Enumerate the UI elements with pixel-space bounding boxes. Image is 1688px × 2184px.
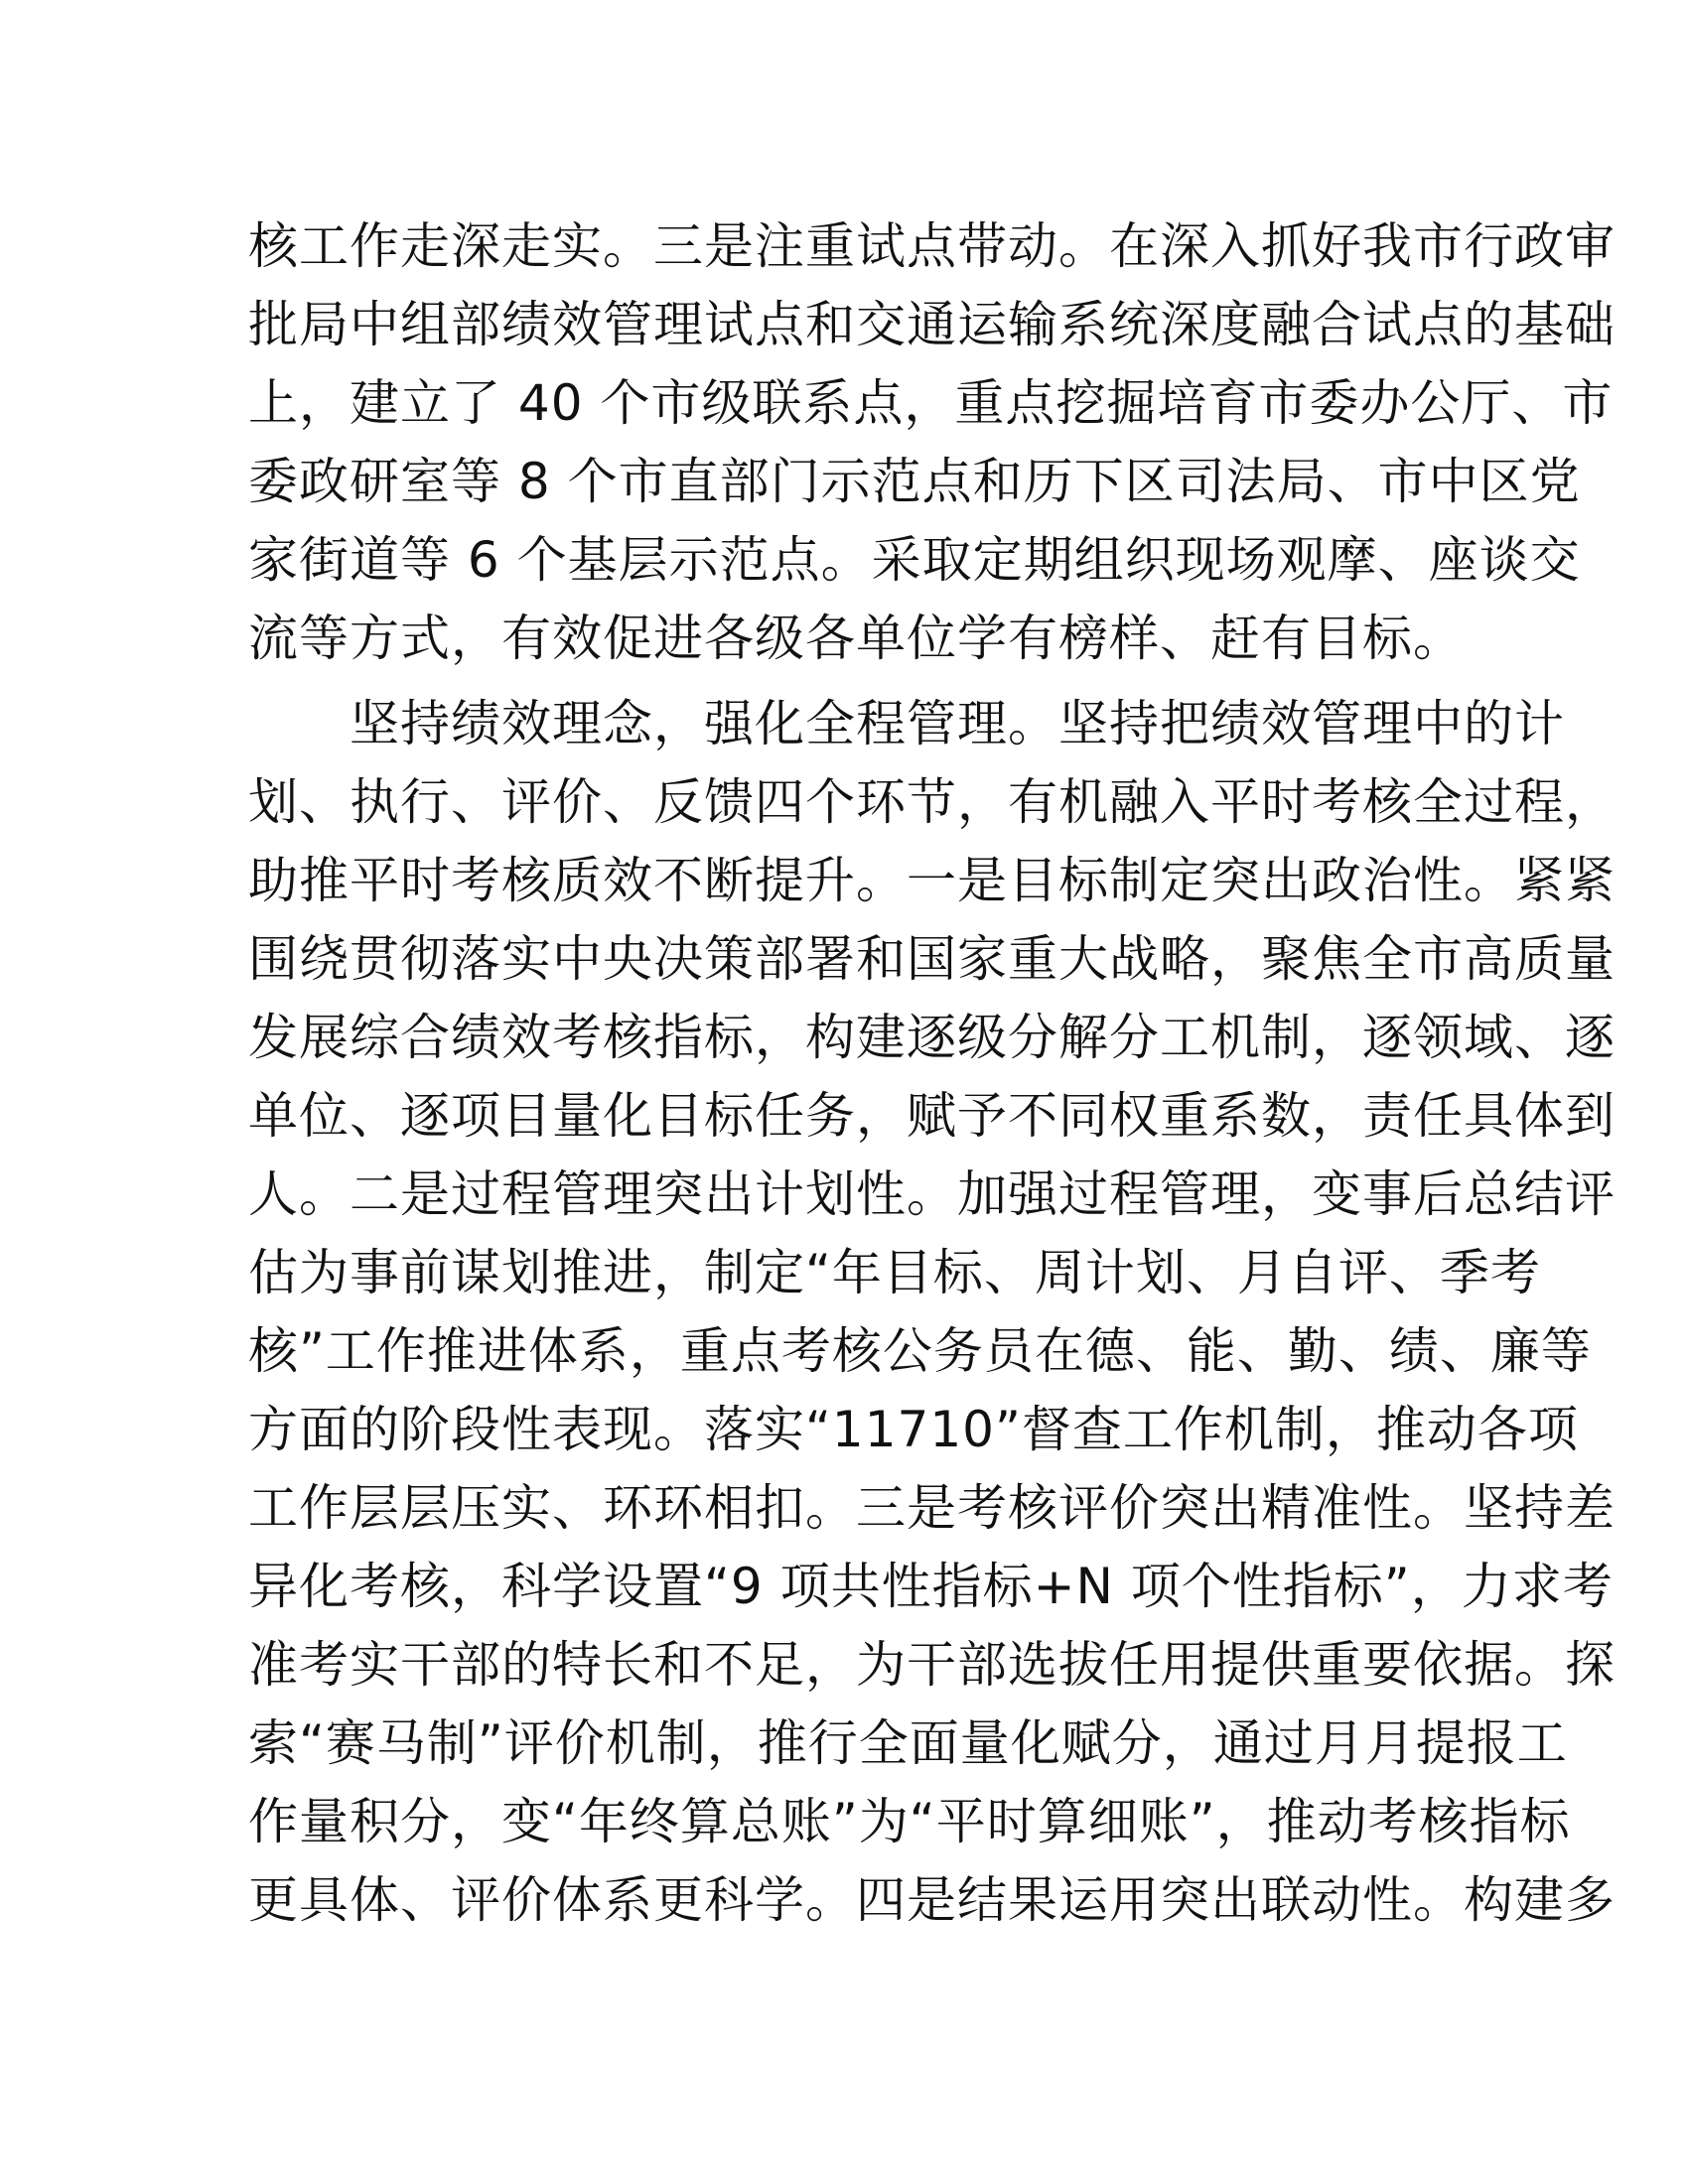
text-line: 围绕贯彻落实中央决策部署和国家重大战略，聚焦全市高质量	[248, 930, 1616, 988]
text-line: 方面的阶段性表现。落实“11710”督查工作机制，推动各项	[248, 1401, 1579, 1458]
text-line: 工作层层压实、环环相扣。三是考核评价突出精准性。坚持差	[248, 1479, 1616, 1537]
text-line: 家街道等 6 个基层示范点。采取定期组织现场观摩、座谈交	[248, 531, 1581, 589]
text-line: 更具体、评价体系更科学。四是结果运用突出联动性。构建多	[248, 1871, 1616, 1929]
text-line: 核工作走深走实。三是注重试点带动。在深入抓好我市行政审	[248, 217, 1616, 275]
text-line: 索“赛马制”评价机制，推行全面量化赋分，通过月月提报工	[248, 1714, 1568, 1772]
text-line: 助推平时考核质效不断提升。一是目标制定突出政治性。紧紧	[248, 852, 1616, 909]
text-line: 作量积分，变“年终算总账”为“平时算细账”，推动考核指标	[248, 1793, 1571, 1850]
text-line: 坚持绩效理念，强化全程管理。坚持把绩效管理中的计	[248, 695, 1565, 752]
text-line: 流等方式，有效促进各级各单位学有榜样、赶有目标。	[248, 610, 1464, 667]
text-line: 人。二是过程管理突出计划性。加强过程管理，变事后总结评	[248, 1165, 1616, 1223]
text-line: 上，建立了 40 个市级联系点，重点挖掘培育市委办公厅、市	[248, 374, 1614, 432]
text-line: 核”工作推进体系，重点考核公务员在德、能、勤、绩、廉等	[248, 1322, 1592, 1380]
paragraph-pilot-demonstration	[248, 207, 1616, 678]
text-line: 划、执行、评价、反馈四个环节，有机融入平时考核全过程，	[248, 773, 1616, 831]
text-line: 估为事前谋划推进，制定“年目标、周计划、月自评、季考	[248, 1244, 1541, 1301]
text-line: 准考实干部的特长和不足，为干部选拔任用提供重要依据。探	[248, 1636, 1616, 1694]
paragraph-performance-management	[248, 685, 1616, 1940]
text-line: 单位、逐项目量化目标任务，赋予不同权重系数，责任具体到	[248, 1087, 1616, 1145]
text-line: 批局中组部绩效管理试点和交通运输系统深度融合试点的基础	[248, 296, 1616, 353]
text-line: 异化考核，科学设置“9 项共性指标+N 项个性指标”，力求考	[248, 1558, 1614, 1615]
text-line: 委政研室等 8 个市直部门示范点和历下区司法局、市中区党	[248, 453, 1581, 510]
text-line: 发展综合绩效考核指标，构建逐级分解分工机制，逐领域、逐	[248, 1009, 1616, 1066]
